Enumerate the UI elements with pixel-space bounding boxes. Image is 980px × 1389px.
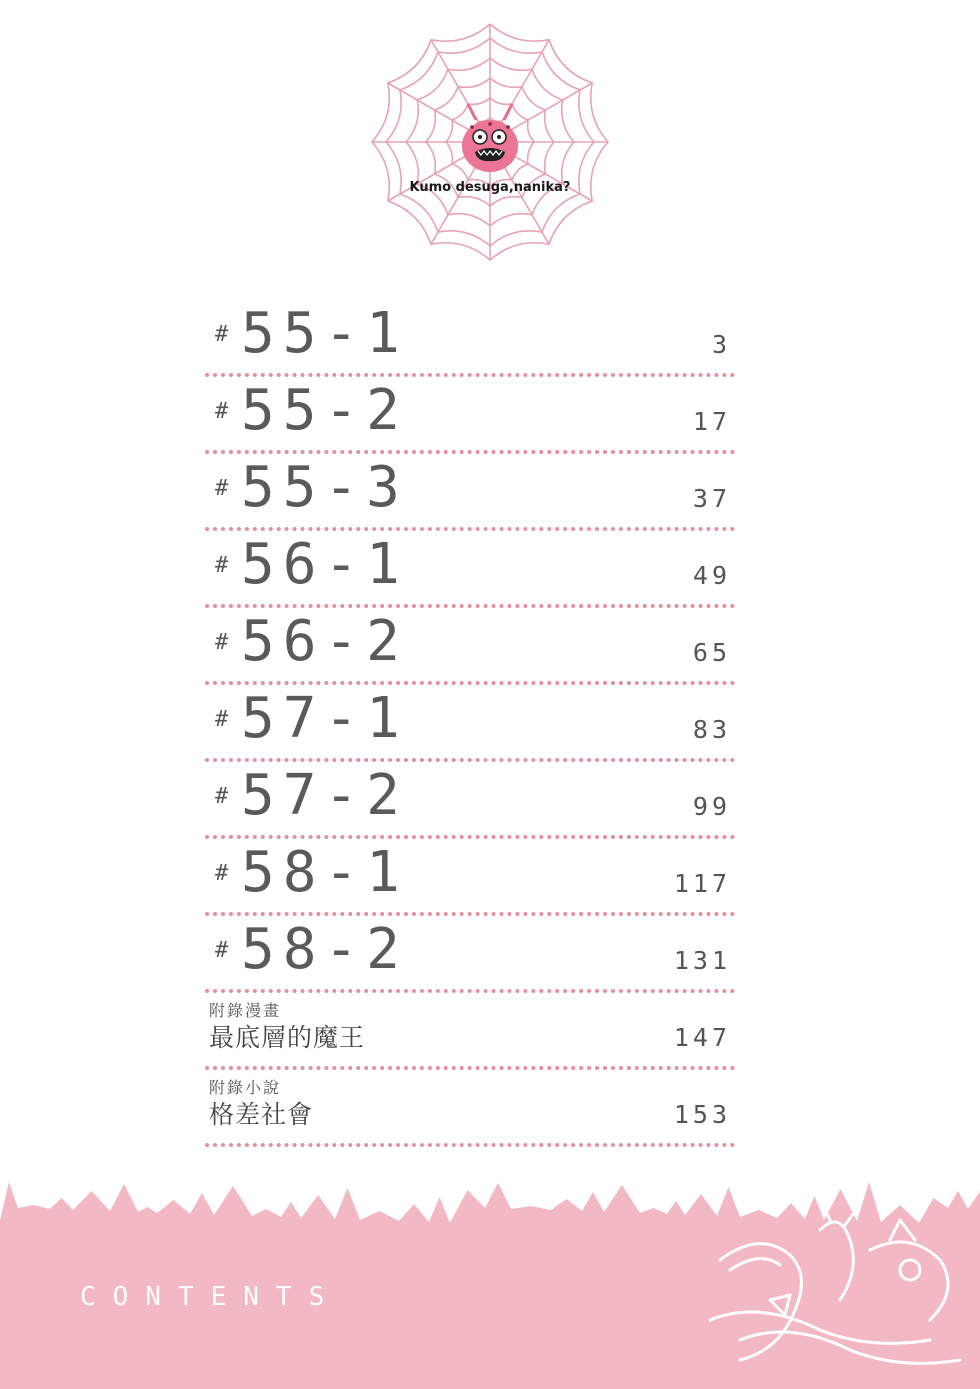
monster-illustration bbox=[700, 1200, 970, 1380]
toc-row bbox=[205, 300, 735, 377]
toc-extra-row bbox=[205, 1070, 735, 1147]
chapter-hash: # bbox=[215, 784, 229, 809]
toc-row bbox=[205, 377, 735, 454]
chapter-number: 57-1 bbox=[241, 686, 408, 751]
chapter-hash: # bbox=[215, 399, 229, 424]
chapter-hash: # bbox=[215, 322, 229, 347]
toc-row bbox=[205, 454, 735, 531]
page-number: 37 bbox=[692, 484, 731, 513]
chapter-number: 58-1 bbox=[241, 840, 408, 905]
chapter-number: 56-2 bbox=[241, 609, 408, 674]
chapter-hash: # bbox=[215, 861, 229, 886]
page-number: 153 bbox=[673, 1100, 731, 1129]
chapter-hash: # bbox=[215, 476, 229, 501]
chapter-hash: # bbox=[215, 553, 229, 578]
chapter-hash: # bbox=[215, 707, 229, 732]
toc-row bbox=[205, 916, 735, 993]
extra-title: 最底層的魔王 bbox=[209, 1023, 366, 1052]
toc-row bbox=[205, 839, 735, 916]
toc-row bbox=[205, 608, 735, 685]
toc-row bbox=[205, 685, 735, 762]
page-number: 117 bbox=[673, 869, 731, 898]
chapter-hash: # bbox=[215, 938, 229, 963]
logo-title: Kumo desuga,nanika? bbox=[409, 180, 571, 195]
chapter-number: 56-1 bbox=[241, 532, 408, 597]
contents-label: CONTENTS bbox=[80, 1282, 342, 1312]
page-number: 83 bbox=[692, 715, 731, 744]
page-number: 49 bbox=[692, 561, 731, 590]
chapter-number: 55-1 bbox=[241, 301, 408, 366]
extra-title: 格差社會 bbox=[209, 1100, 314, 1129]
table-of-contents bbox=[205, 300, 735, 1147]
chapter-number: 57-2 bbox=[241, 763, 408, 828]
page-number: 17 bbox=[692, 407, 731, 436]
chapter-number: 55-3 bbox=[241, 455, 408, 520]
spider-web-logo bbox=[368, 20, 612, 264]
page-number: 3 bbox=[711, 330, 731, 359]
page-number: 147 bbox=[673, 1023, 731, 1052]
chapter-number: 58-2 bbox=[241, 917, 408, 982]
extra-category: 附錄小說 bbox=[209, 1078, 282, 1097]
toc-row bbox=[205, 762, 735, 839]
page-number: 131 bbox=[673, 946, 731, 975]
chapter-hash: # bbox=[215, 630, 229, 655]
chapter-number: 55-2 bbox=[241, 378, 408, 443]
page-number: 99 bbox=[692, 792, 731, 821]
toc-row bbox=[205, 531, 735, 608]
toc-extra-row bbox=[205, 993, 735, 1070]
extra-category: 附錄漫畫 bbox=[209, 1001, 282, 1020]
page-number: 65 bbox=[692, 638, 731, 667]
